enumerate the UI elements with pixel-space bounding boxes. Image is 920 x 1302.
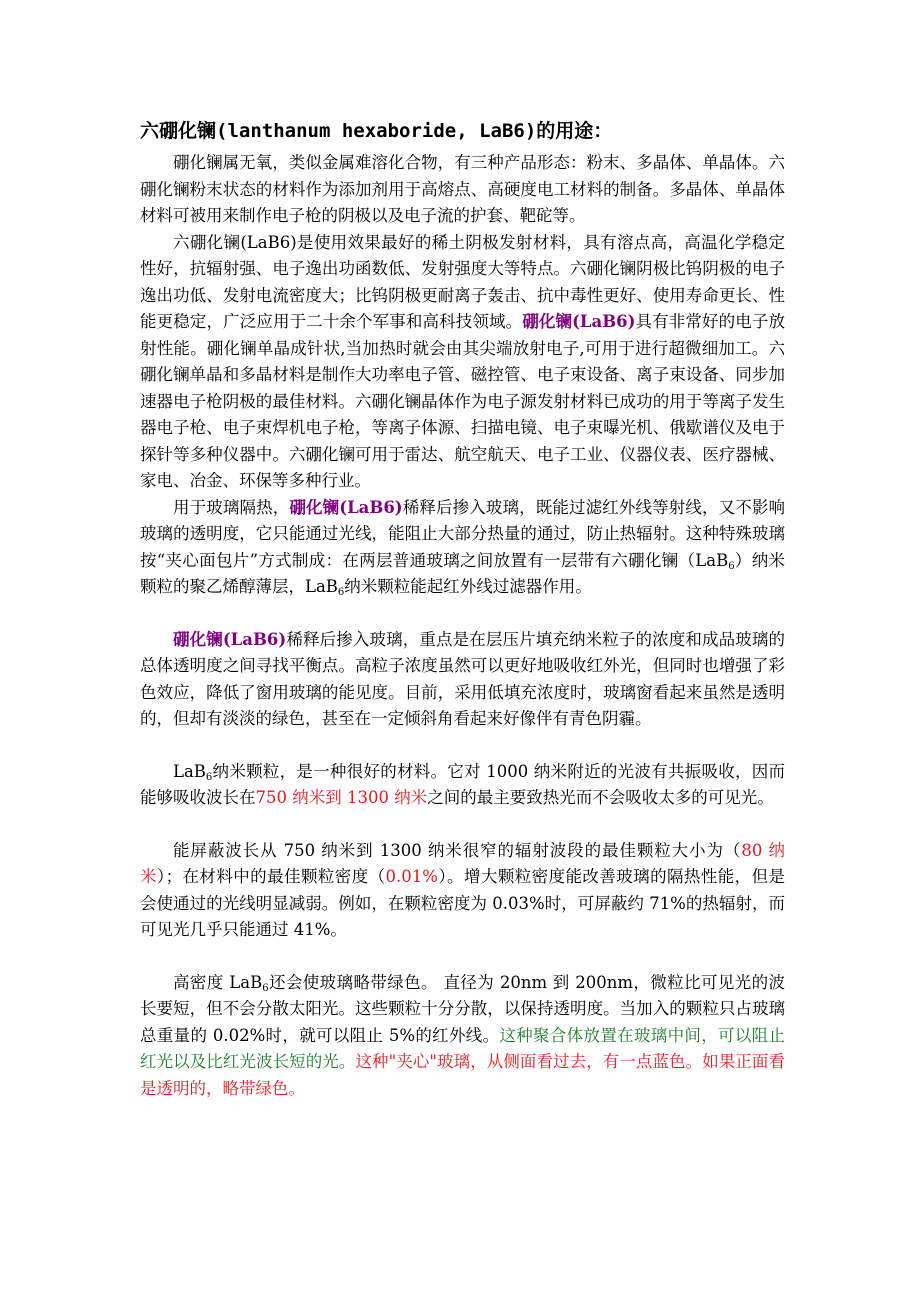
- paragraph-size-text-3: ）。增大颗粒密度能改善玻璃的隔热性能，但是会使通过的光线明显减弱。例如，在颗粒密度为 0.03%时，可屏蔽约 71%的热辐射，而可见光几乎只能通过 41%。: [140, 867, 786, 939]
- paragraph-forms: [140, 150, 785, 230]
- subscript: 6: [205, 771, 213, 783]
- document-title: 六硼化镧(lanthanum hexaboride, LaB6)的用途：: [140, 120, 613, 142]
- paragraph-nano-text-2: 纳米颗粒，是一种很好的材料。它对 1000 纳米附近的光波有共振吸收，因而能够吸收波长在: [140, 761, 785, 807]
- paragraph-balance: [140, 627, 785, 733]
- polymer-layer-highlight: 这种聚合体放置在玻璃中间，可以阻止红光以及比红光波长短的光。: [140, 1025, 785, 1071]
- paragraph-balance-text: 稀释后掺入玻璃，重点是在层压片填充纳米粒子的浓度和成品玻璃的总体透明度之间寻找平衡点。高粒子浓度虽然可以更好地吸收红外光，但同时也增强了彩色效应，降低了窗用玻璃的能见度。目前，采用低填充浓度时，玻璃窗看起来虽然是透明的，但却有淡淡的绿色，甚至在一定倾斜角看起来好像伴有青色阴霾。: [140, 629, 785, 728]
- paragraph-nano-text-3: 之间的最主要致热光而不会吸收太多的可见光。: [427, 788, 774, 807]
- document-page: [140, 118, 785, 1102]
- wavelength-range-highlight: 750 纳米到 1300 纳米: [255, 788, 428, 807]
- paragraph-glass-text: 用于玻璃隔热，: [173, 497, 290, 517]
- sandwich-glass-highlight: 这种"夹心"玻璃，从侧面看过去，有一点蓝色。如果正面看是透明的，略带绿色。: [140, 1052, 785, 1098]
- paragraph-density-text: 高密度 LaB: [173, 972, 263, 992]
- paragraph-glass-text-4: 纳米颗粒能起红外线过滤器作用。: [344, 577, 592, 596]
- lab6-highlight: 硼化镧(LaB6): [173, 629, 287, 649]
- paragraph-glass-text-2: 稀释后掺入玻璃，既能过滤红外线等射线，又不影响玻璃的透明度，它只能通过光线，能阻止大部分热量的通过，防止热辐射。这种特殊玻璃按“夹心面包片”方式制成：在两层普通玻璃之间放置有一层带有六硼化镧（LaB: [140, 497, 786, 570]
- paragraph-glass-insulation: [140, 495, 785, 601]
- paragraph-cathode-text: 六硼化镧(LaB6)是使用效果最好的稀土阴极发射材料，具有溶点高，高温化学稳定性好，抗辐射强、电子逸出功函数低、发射强度大等特点。六硼化镧阴极比钨阴极的电子逸出功低、发射电流密度大；比钨阴极更耐离子轰击、抗中毒性更好、使用寿命更长、性能更稳定，广泛应用于二十余个军事和高科技领域。: [140, 232, 785, 331]
- particle-density-highlight: 0.01%: [385, 867, 438, 886]
- subscript: 6: [337, 587, 345, 598]
- lab6-highlight: 硼化镧(LaB6): [522, 312, 636, 331]
- subscript: 6: [728, 560, 735, 572]
- particle-size-highlight: 80 纳米: [140, 840, 785, 886]
- paragraph-forms-text: 硼化镧属无氧，类似金属难溶化合物，有三种产品形态：粉末、多晶体、单晶体。六硼化镧粉末状态的材料作为添加剂用于高熔点、高硬度电工材料的制备。多晶体、单晶体材料可被用来制作电子枪的阴极以及电子流的护套、靶砣等。: [140, 153, 785, 225]
- paragraph-nanoparticles: [140, 759, 785, 812]
- paragraph-density-text-2: 还会使玻璃略带绿色。 直径为 20nm 到 200nm，微粒比可见光的波长要短，但不会分散太阳光。这些颗粒十分分散，以保持透明度。当加入的颗粒只占玻璃总重量的 0.02%时，就可以阻止 5%的红外线。: [140, 972, 786, 1045]
- paragraph-cathode-text-2: 具有非常好的电子放射性能。硼化镧单晶成针状,当加热时就会由其尖端放射电子,可用于进行超微细加工。六硼化镧单晶和多晶材料是制作大功率电子管、磁控管、电子束设备、离子束设备、同步加速器电子枪阴极的最佳材料。六硼化镧晶体作为电子源发射材料已成功的用于等离子发生器电子枪、电子束焊机电子枪，等离子体源、扫描电镜、电子束曝光机、俄歇谱仪及电于探针等多种仪器中。六硼化镧可用于雷达、航空航天、电子工业、仪器仪表、医疗器械、家电、冶金、环保等多种行业。: [140, 312, 786, 490]
- paragraph-size-text: 能屏蔽波长从 750 纳米到 1300 纳米很窄的辐射波段的最佳颗粒大小为（: [173, 840, 742, 860]
- subscript: 6: [262, 982, 269, 994]
- paragraph-particle-size: [140, 838, 785, 944]
- paragraph-nano-text: LaB: [173, 761, 206, 781]
- paragraph-glass-text-3: ）纳米颗粒的聚乙烯醇薄层，LaB: [140, 550, 785, 596]
- paragraph-cathode: [140, 230, 785, 495]
- lab6-highlight: 硼化镧(LaB6): [289, 497, 403, 517]
- paragraph-size-text-2: ）；在材料中的最佳颗粒密度（: [156, 867, 386, 886]
- paragraph-high-density: [140, 970, 785, 1103]
